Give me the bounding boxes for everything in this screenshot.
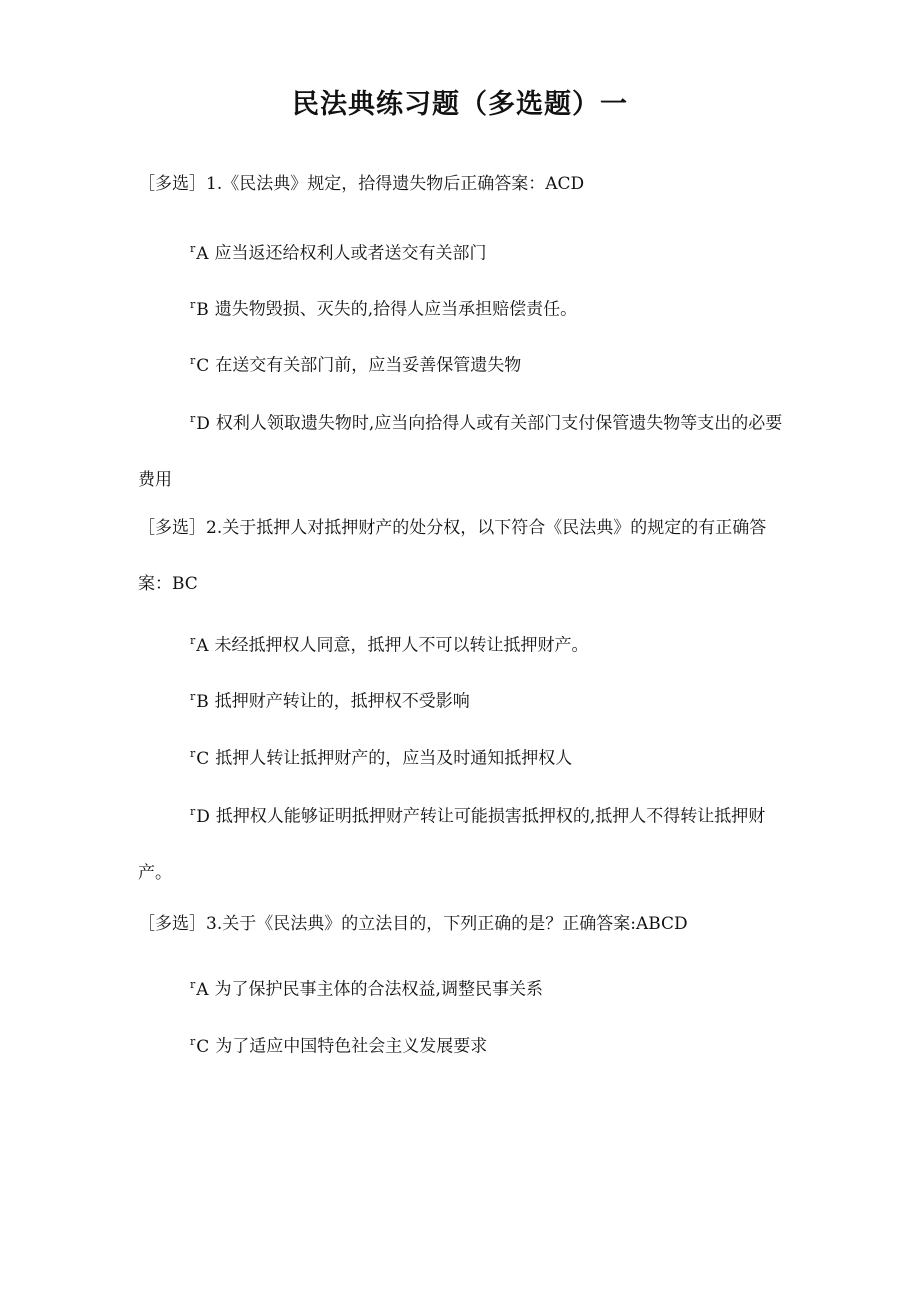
option-marker: r bbox=[190, 634, 196, 647]
option-2-d bbox=[138, 784, 786, 901]
option-text: 为了适应中国特色社会主义发展要求 bbox=[215, 1036, 488, 1057]
question-prefix: ［多选］1. bbox=[138, 174, 223, 194]
option-marker: r bbox=[190, 1035, 196, 1048]
option-marker: r bbox=[190, 805, 196, 818]
option-letter: A bbox=[196, 635, 209, 656]
option-text: 抵押人转让抵押财产的，应当及时通知抵押权人 bbox=[215, 748, 573, 769]
question-text: 《民法典》规定，拾得遗失物后正确答案：ACD bbox=[222, 174, 585, 194]
option-2-a bbox=[138, 613, 786, 674]
option-marker: r bbox=[190, 978, 196, 991]
option-text: 在送交有关部门前，应当妥善保管遗失物 bbox=[215, 355, 522, 376]
option-letter: C bbox=[196, 748, 210, 769]
option-2-c bbox=[138, 726, 786, 787]
option-text: 权利人领取遗失物时,应当向拾得人或有关部门支付保管遗失物等支出的必要费用 bbox=[138, 413, 783, 490]
option-3-a bbox=[138, 957, 786, 1018]
option-marker: r bbox=[190, 354, 196, 367]
question-prefix: ［多选］2. bbox=[138, 518, 223, 538]
option-marker: r bbox=[190, 690, 196, 703]
option-marker: r bbox=[190, 298, 196, 311]
option-letter: D bbox=[196, 413, 210, 434]
option-1-a bbox=[138, 221, 786, 282]
option-3-c bbox=[138, 1014, 786, 1075]
option-text: 抵押财产转让的，抵押权不受影响 bbox=[214, 691, 470, 712]
option-marker: r bbox=[190, 747, 196, 760]
option-letter: B bbox=[196, 691, 209, 712]
option-1-b bbox=[138, 277, 786, 338]
option-text: 应当返还给权利人或者送交有关部门 bbox=[214, 243, 487, 264]
page-title: 民法典练习题（多选题）一 bbox=[292, 89, 628, 120]
question-1 bbox=[138, 156, 786, 212]
option-marker: r bbox=[190, 412, 196, 425]
option-letter: D bbox=[196, 806, 210, 827]
question-3 bbox=[138, 896, 786, 952]
option-text: 未经抵押权人同意，抵押人不可以转让抵押财产。 bbox=[214, 635, 589, 656]
question-text: 关于《民法典》的立法目的，下列正确的是？正确答案:ABCD bbox=[222, 914, 688, 934]
question-prefix: ［多选］3. bbox=[138, 914, 223, 934]
option-text: 抵押权人能够证明抵押财产转让可能损害抵押权的,抵押人不得转让抵押财产。 bbox=[138, 806, 766, 883]
question-text: 关于抵押人对抵押财产的处分权，以下符合《民法典》的规定的有正确答案：BC bbox=[138, 518, 767, 594]
option-letter: A bbox=[196, 243, 209, 264]
option-text: 遗失物毁损、灭失的,拾得人应当承担赔偿责任。 bbox=[214, 299, 578, 320]
question-2 bbox=[138, 500, 786, 612]
option-letter: A bbox=[196, 979, 209, 1000]
option-2-b bbox=[138, 669, 786, 730]
option-letter: B bbox=[196, 299, 209, 320]
option-letter: C bbox=[196, 355, 210, 376]
option-1-c bbox=[138, 333, 786, 394]
option-text: 为了保护民事主体的合法权益,调整民事关系 bbox=[214, 979, 543, 1000]
option-1-d bbox=[138, 391, 786, 508]
option-letter: C bbox=[196, 1036, 210, 1057]
option-marker: r bbox=[190, 242, 196, 255]
